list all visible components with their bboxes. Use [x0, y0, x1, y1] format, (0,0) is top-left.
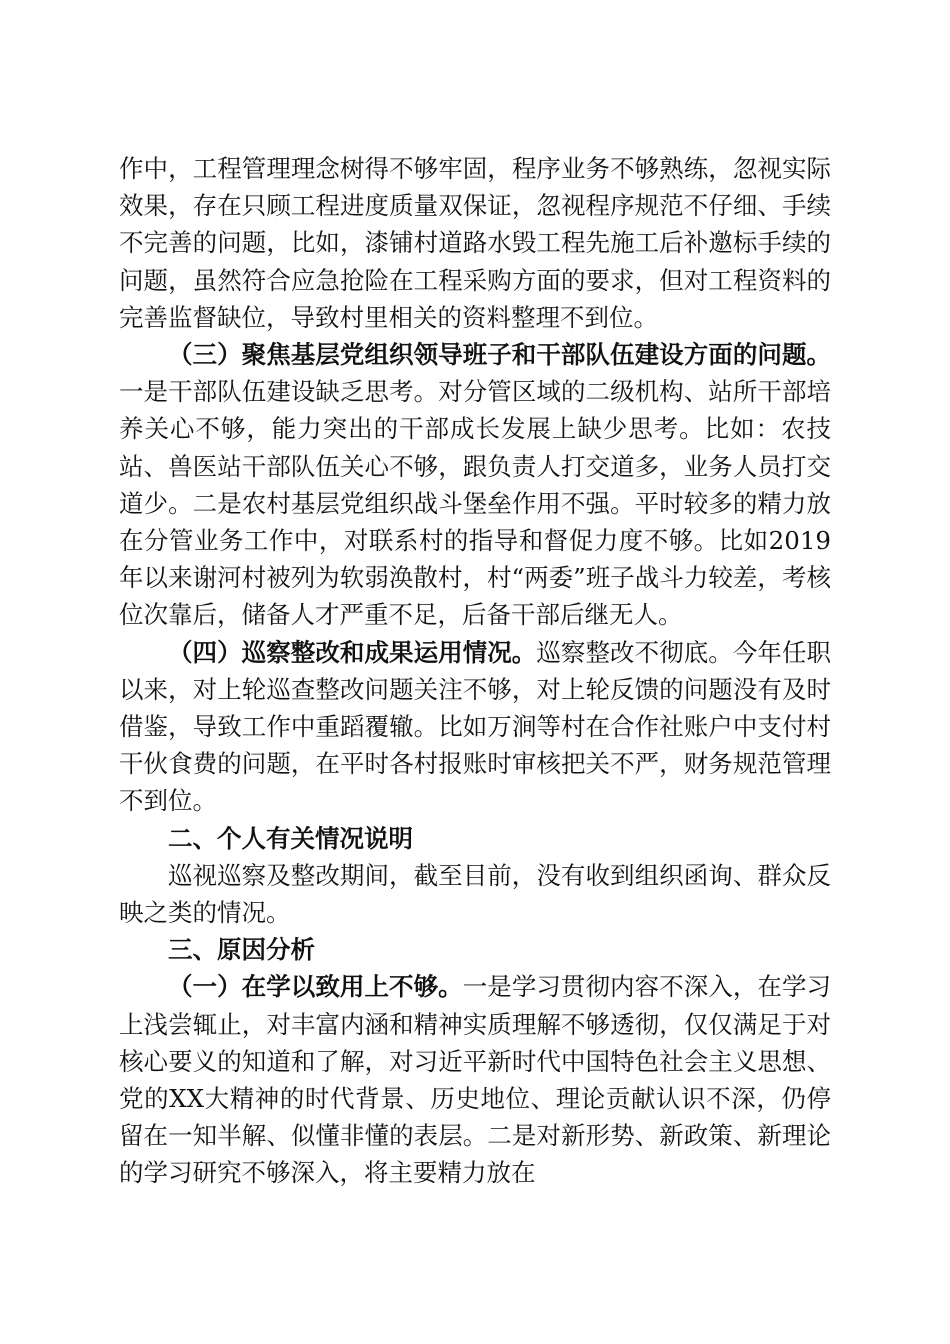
paragraph-study-application — [119, 968, 831, 1191]
section-heading-personal: 二、个人有关情况说明 — [168, 823, 413, 853]
subheading-inspection: （四）巡察整改和成果运用情况。 — [168, 637, 537, 667]
subheading-study: （一）在学以致用上不够。 — [168, 972, 463, 1002]
subheading-leadership: （三）聚焦基层党组织领导班子和干部队伍建设方面的问题。 — [168, 340, 831, 370]
paragraph-leadership-issues — [119, 336, 831, 634]
paragraph-study-body: 一是学习贯彻内容不深入，在学习上浅尝辄止，对丰富内涵和精神实质理解不够透彻，仅仅满足于对核心要义的知道和了解，对习近平新时代中国特色社会主义思想、党的XX大精神的时代背景、历史地位、理论贡献认识不深，仍停留在一知半解、似懂非懂的表层。二是对新形势、新政策、新理论的学习研究不够深入，将主要精力放在 — [119, 972, 832, 1188]
paragraph-inspection-rectification — [119, 634, 831, 820]
paragraph-inspection-body: 巡察整改不彻底。今年任职以来，对上轮巡查整改问题关注不够，对上轮反馈的问题没有及时借鉴，导致工作中重蹈覆辙。比如万涧等村在合作社账户中支付村干伙食费的问题，在平时各村报账时审核把关不严，财务规范管理不到位。 — [119, 637, 832, 816]
paragraph-leadership-body: 一是干部队伍建设缺乏思考。对分管区域的二级机构、站所干部培养关心不够，能力突出的干部成长发展上缺少思考。比如：农技站、兽医站干部队伍关心不够，跟负责人打交道多，业务人员打交道少。二是农村基层党组织战斗堡垒作用不强。平时较多的精力放在分管业务工作中，对联系村的指导和督促力度不够。比如2019年以来谢河村被列为软弱涣散村，村“两委”班子战斗力较差，考核位次靠后，储备人才严重不足，后备干部后继无人。 — [119, 377, 831, 630]
paragraph-personal-situation: 巡视巡察及整改期间，截至目前，没有收到组织函询、群众反映之类的情况。 — [119, 860, 831, 928]
paragraph-continued: 作中，工程管理理念树得不够牢固，程序业务不够熟练，忽视实际效果，存在只顾工程进度质量双保证，忽视程序规范不仔细、手续不完善的问题，比如，漆铺村道路水毁工程先施工后补邀标手续的问题，虽然符合应急抢险在工程采购方面的要求，但对工程资料的完善监督缺位，导致村里相关的资料整理不到位。 — [119, 154, 831, 332]
document-page — [119, 150, 831, 1192]
section-heading-cause-analysis: 三、原因分析 — [168, 935, 315, 965]
